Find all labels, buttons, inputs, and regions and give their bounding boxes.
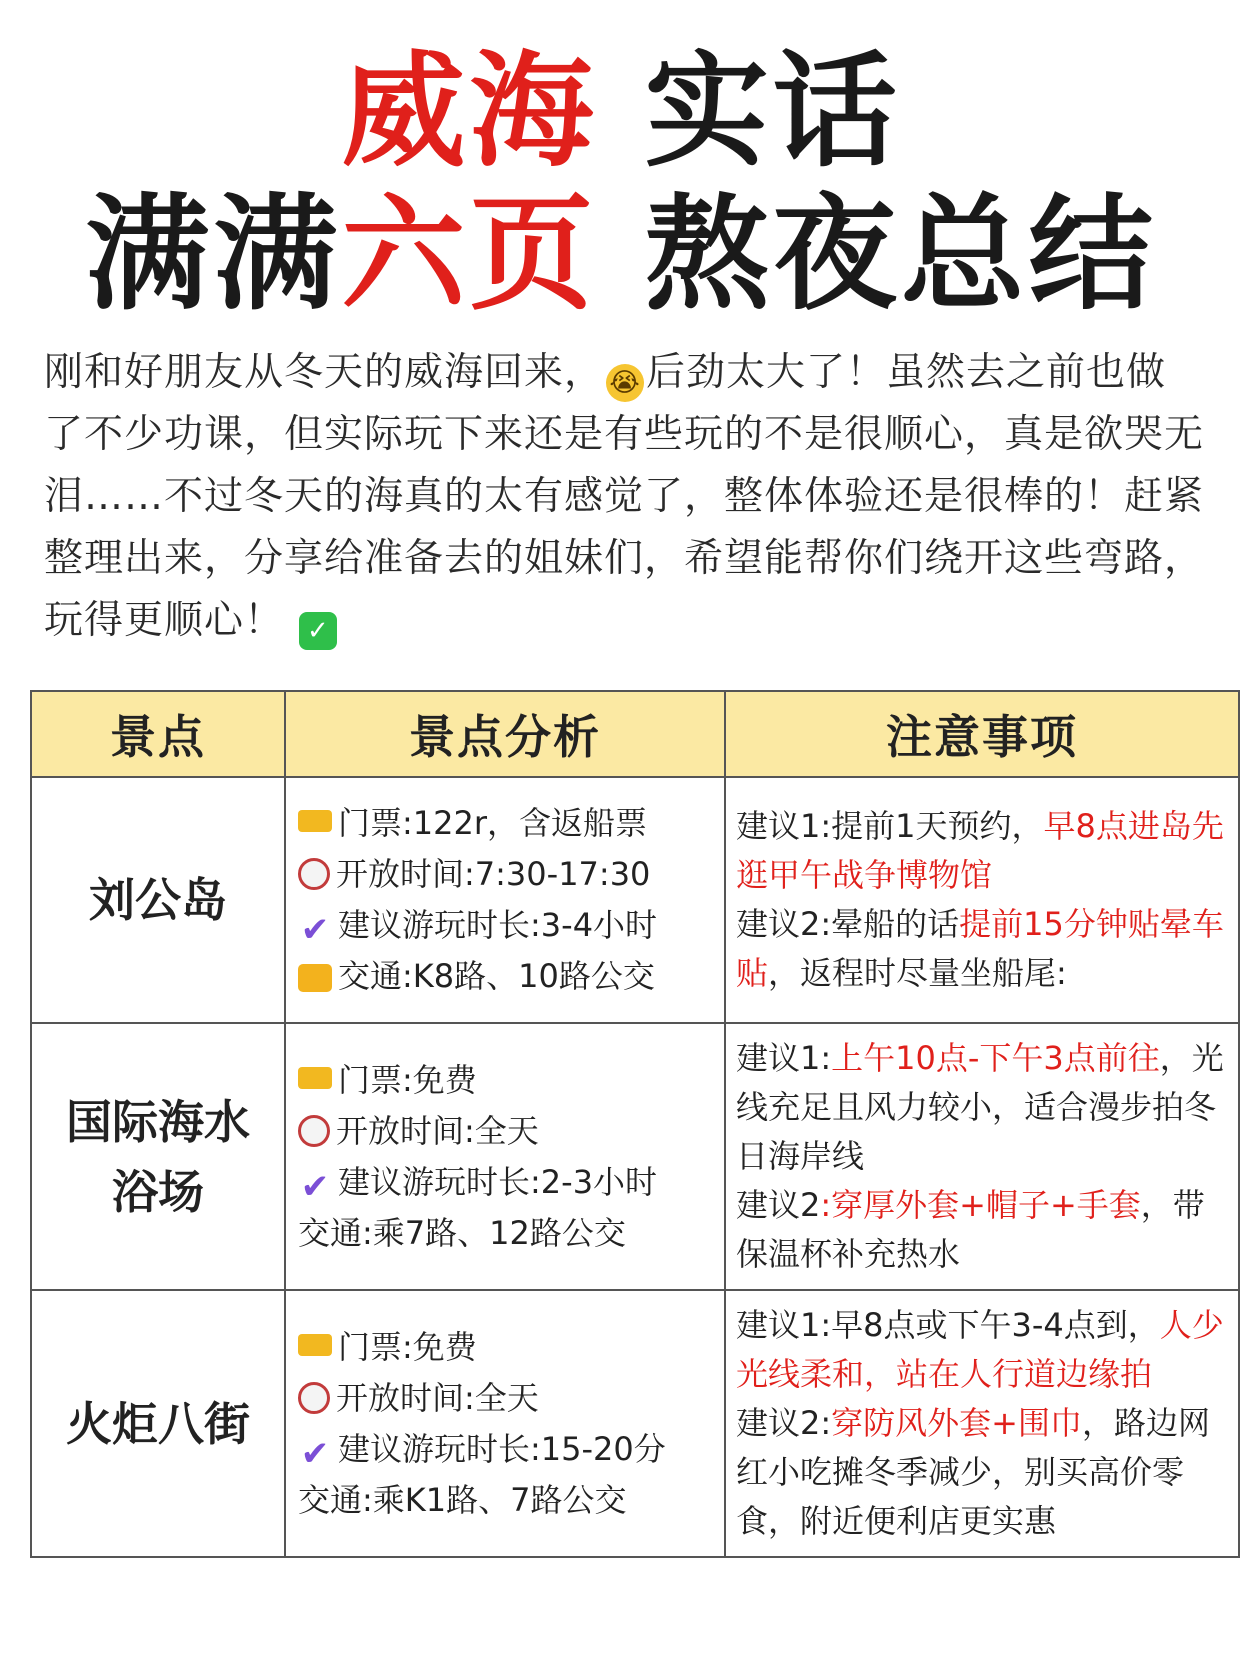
tip-2-suffix: ，返程时尽量坐船尾: (768, 954, 1067, 992)
checkmark-icon: ✔ (300, 1433, 330, 1474)
tip-2-suffix: ，路边网红小吃摊冬季减少，别买高价零食，附近便利店更实惠 (736, 1404, 1210, 1540)
title-text-shihua: 实话 (597, 40, 901, 184)
tip-2-highlight: :穿厚外套+帽子+手套 (820, 1186, 1141, 1224)
check-mark-button-icon: ✓ (299, 612, 337, 650)
ticket-text: 门票:免费 (338, 1327, 477, 1366)
tip-1 (736, 1301, 1228, 1399)
transport-line (298, 1475, 724, 1526)
tip-2-text: 建议2: (736, 1404, 832, 1442)
ticket-line (298, 798, 724, 849)
intro-text-2: 后劲太大了！虽然去之前也做了不少功课，但实际玩下来还是有些玩的不是很顺心，真是欲哭无泪……不过冬天的海真的太有感觉了，整体体验还是很棒的！赶紧整理出来，分享给准备去的姐妹们，希望能帮你们绕开这些弯路，玩得更顺心！ (44, 350, 1205, 643)
bus-icon (298, 964, 332, 992)
transport-line (298, 1208, 724, 1259)
hours-text: 开放时间:全天 (336, 1111, 539, 1150)
ticket-icon (298, 1334, 332, 1356)
hours-line (298, 1373, 724, 1424)
spot-analysis (285, 777, 725, 1023)
duration-line (298, 1157, 724, 1208)
tip-1-text: 建议1: (736, 1039, 832, 1077)
transport-text: 交通:乘K1路、7路公交 (298, 1480, 627, 1519)
tip-2-text: 建议2:晕船的话 (736, 905, 960, 943)
hours-text: 开放时间:全天 (336, 1378, 539, 1417)
tip-1-highlight: 上午10点-下午3点前往 (831, 1039, 1160, 1077)
tip-1-text: 建议1:早8点或下午3-4点到， (736, 1306, 1160, 1344)
spot-name-line1: 火炬八街 (66, 1396, 250, 1451)
header-notes: 注意事项 (725, 691, 1239, 777)
intro-text-1: 刚和好朋友从冬天的威海回来， (44, 350, 605, 395)
stopwatch-icon (298, 1115, 330, 1147)
duration-text: 建议游玩时长:2-3小时 (338, 1162, 658, 1201)
ticket-line (298, 1055, 724, 1106)
crying-face-icon: 😭 (606, 364, 644, 402)
tip-2 (736, 1181, 1228, 1279)
ticket-line (298, 1322, 724, 1373)
checkmark-icon: ✔ (300, 1166, 330, 1207)
attraction-table (30, 690, 1240, 1558)
title-highlight-liuye: 六页 (341, 183, 598, 327)
hours-line (298, 849, 724, 900)
tip-2-text: 建议2 (736, 1186, 821, 1224)
hours-text: 开放时间:7:30-17:30 (336, 855, 651, 893)
tip-2-suffix: ，带保温杯补充热水 (736, 1186, 1205, 1273)
spot-analysis (285, 1290, 725, 1557)
ticket-text: 门票:免费 (338, 1060, 477, 1099)
spot-name (31, 777, 285, 1023)
title-text-manman: 满满 (85, 183, 342, 327)
spot-name-line1: 刘公岛 (89, 873, 227, 927)
hours-line (298, 1106, 724, 1157)
table-row (31, 777, 1239, 1023)
tip-2 (736, 1399, 1228, 1546)
intro-paragraph (44, 342, 1204, 652)
header-analysis: 景点分析 (285, 691, 725, 777)
spot-notes (725, 777, 1239, 1023)
spot-name-line1: 国际海水 (66, 1094, 250, 1149)
ticket-text: 门票:122r，含返船票 (338, 804, 648, 842)
header-spot: 景点 (31, 691, 285, 777)
spot-name (31, 1023, 285, 1290)
duration-line (298, 1424, 724, 1475)
page-title-line1 (0, 42, 1242, 182)
tip-1 (736, 1034, 1228, 1181)
stopwatch-icon (298, 858, 330, 890)
spot-analysis (285, 1023, 725, 1290)
duration-text: 建议游玩时长:3-4小时 (338, 906, 658, 944)
ticket-icon (298, 810, 332, 832)
duration-line (298, 900, 724, 951)
ticket-icon (298, 1067, 332, 1089)
spot-notes (725, 1023, 1239, 1290)
stopwatch-icon (298, 1382, 330, 1414)
tip-1 (736, 802, 1228, 900)
tip-2-highlight: 提前15分钟贴晕车贴 (736, 905, 1224, 992)
tip-1-text: 建议1:提前1天预约， (736, 807, 1044, 845)
transport-line (298, 951, 724, 1002)
transport-text: 交通:乘7路、12路公交 (298, 1213, 626, 1252)
table-header-row (31, 691, 1239, 777)
tip-1-highlight: 早8点进岛先逛甲午战争博物馆 (736, 807, 1224, 894)
tip-1-suffix: ，光线充足且风力较小，适合漫步拍冬日海岸线 (736, 1039, 1224, 1175)
spot-name-line2: 浴场 (112, 1164, 204, 1219)
tip-1-highlight: 人少光线柔和，站在人行道边缘拍 (736, 1306, 1224, 1393)
spot-notes (725, 1290, 1239, 1557)
tip-2-highlight: 穿防风外套+围巾 (831, 1404, 1082, 1442)
duration-text: 建议游玩时长:15-20分 (338, 1429, 666, 1468)
table-row (31, 1023, 1239, 1290)
page-title-line2 (0, 185, 1242, 325)
checkmark-icon: ✔ (300, 910, 330, 950)
table-row (31, 1290, 1239, 1557)
transport-text: 交通:K8路、10路公交 (338, 957, 655, 995)
tip-2 (736, 900, 1228, 998)
spot-name (31, 1290, 285, 1557)
title-text-summary: 熬夜总结 (597, 183, 1157, 327)
title-highlight-weihai: 威海 (341, 40, 598, 184)
